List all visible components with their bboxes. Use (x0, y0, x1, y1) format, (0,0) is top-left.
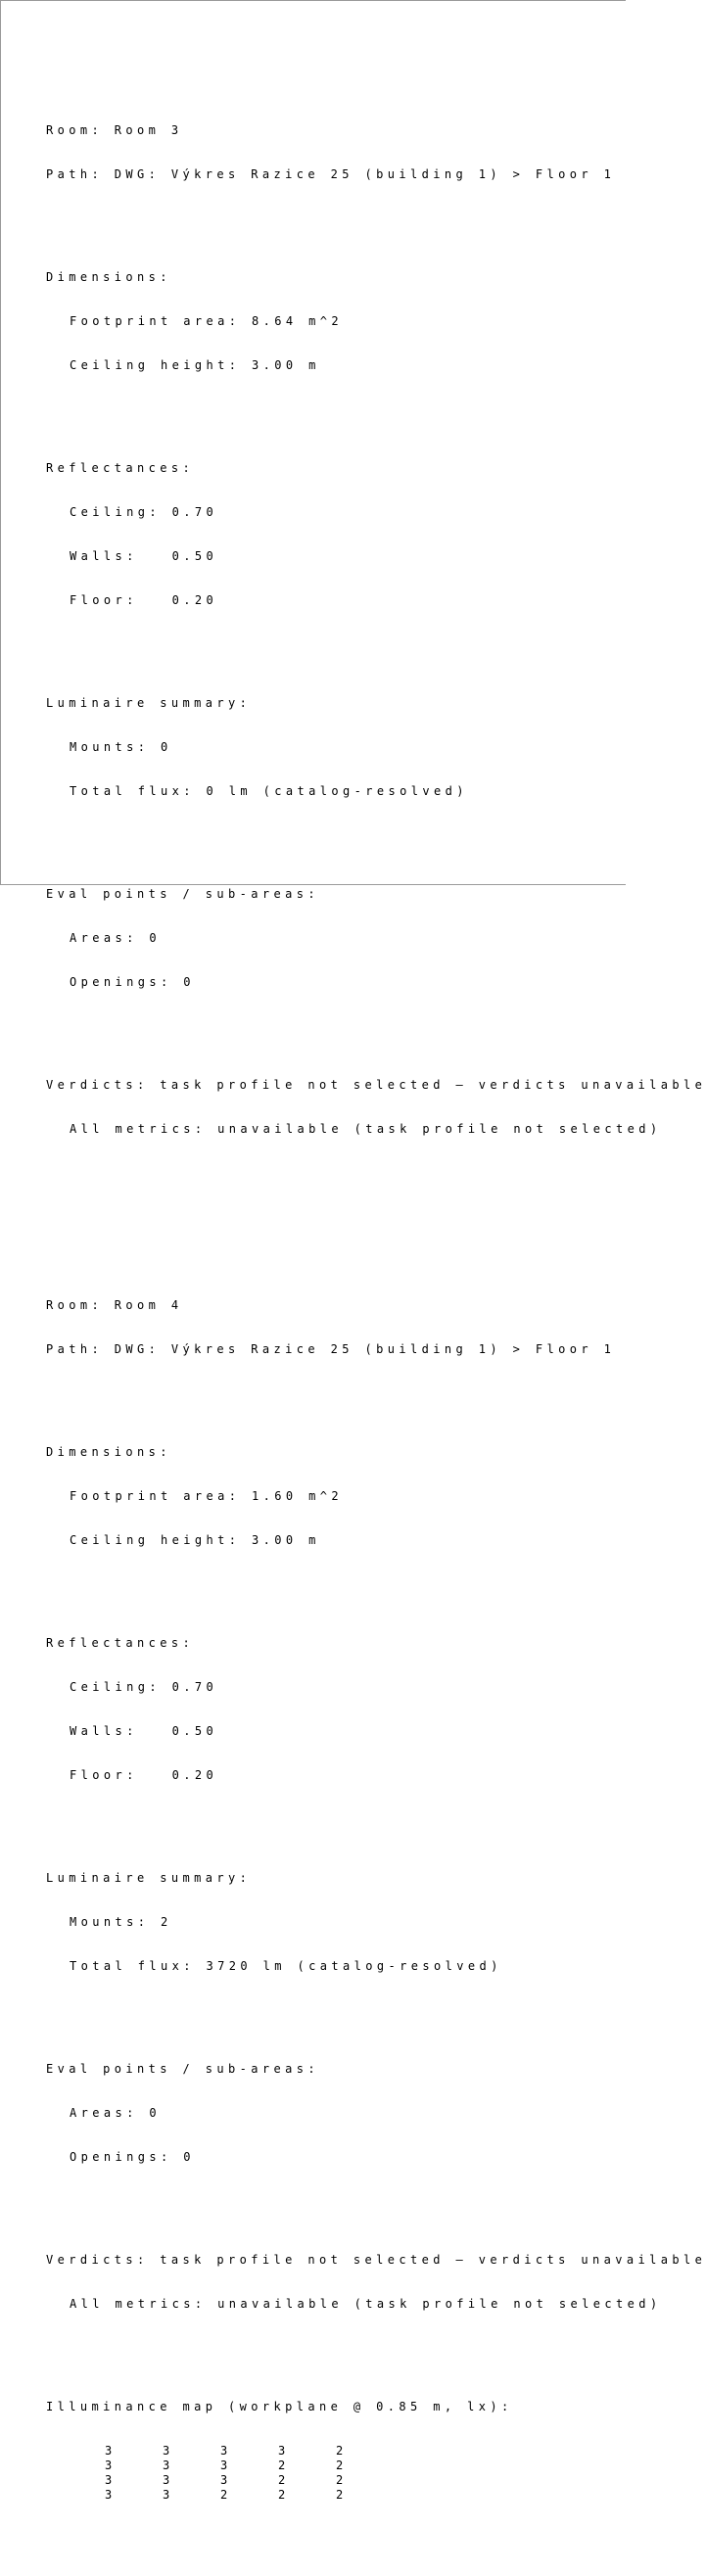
verdicts-line: Verdicts: task profile not selected — verdicts unavailable (46, 2253, 706, 2267)
floor-reflectance-line: Floor: 0.20 (70, 593, 218, 607)
openings-line: Openings: 0 (70, 2150, 195, 2164)
total-flux-line: Total flux: 0 lm (catalog-resolved) (70, 784, 468, 798)
illuminance-map-cell: 3 (220, 2473, 232, 2487)
illuminance-map-cell: 3 (105, 2488, 117, 2502)
room-report-text (46, 35, 706, 2576)
illuminance-map-cell: 3 (220, 2459, 232, 2472)
illuminance-map-cell: 2 (278, 2488, 290, 2502)
dimensions-header: Dimensions: (46, 1445, 171, 1459)
spacer (46, 2341, 706, 2356)
illuminance-map-cell: 2 (278, 2459, 290, 2472)
ceiling-reflectance-line: Ceiling: 0.70 (70, 1680, 218, 1694)
mounts-line: Mounts: 2 (70, 1915, 172, 1929)
total-flux-line: Total flux: 3720 lm (catalog-resolved) (70, 1959, 502, 1973)
illuminance-map-cell: 3 (163, 2444, 174, 2458)
spacer (46, 637, 706, 652)
dimensions-header: Dimensions: (46, 270, 171, 284)
spacer (46, 1166, 706, 1181)
spacer (46, 1386, 706, 1401)
walls-reflectance-line: Walls: 0.50 (70, 549, 218, 563)
room-path-line: Path: DWG: Výkres Razice 25 (building 1) > Floor 1 (46, 167, 616, 181)
spacer (46, 1812, 706, 1827)
room-section (46, 94, 706, 1210)
spacer (46, 2003, 706, 2018)
illuminance-map-header: Illuminance map (workplane @ 0.85 m, lx): (46, 2400, 513, 2413)
illuminance-map-row (46, 2444, 706, 2459)
footprint-area-line: Footprint area: 1.60 m^2 (70, 1489, 343, 1503)
illuminance-map-cell: 2 (336, 2488, 348, 2502)
illuminance-map-cell: 3 (163, 2459, 174, 2472)
illuminance-map-cell: 2 (336, 2444, 348, 2458)
illuminance-map-row (46, 2459, 706, 2473)
illuminance-map-cell: 3 (105, 2473, 117, 2487)
walls-reflectance-line: Walls: 0.50 (70, 1724, 218, 1738)
illuminance-map-cell: 3 (163, 2473, 174, 2487)
room-path-line: Path: DWG: Výkres Razice 25 (building 1) > Floor 1 (46, 1342, 616, 1356)
illuminance-map-row (46, 2473, 706, 2488)
verdicts-line: Verdicts: task profile not selected — verdicts unavailable (46, 1078, 706, 1092)
metrics-line: All metrics: unavailable (task profile not selected) (70, 2297, 662, 2311)
illuminance-map-cell: 3 (105, 2444, 117, 2458)
room-section (46, 1269, 706, 2532)
eval-points-header: Eval points / sub-areas: (46, 887, 319, 901)
floor-reflectance-line: Floor: 0.20 (70, 1768, 218, 1782)
spacer (46, 2194, 706, 2209)
spacer (46, 402, 706, 417)
mounts-line: Mounts: 0 (70, 740, 172, 754)
footprint-area-line: Footprint area: 8.64 m^2 (70, 314, 343, 328)
illuminance-map-cell: 2 (278, 2473, 290, 2487)
room-name-line: Room: Room 4 (46, 1298, 183, 1312)
reflectances-header: Reflectances: (46, 1636, 195, 1650)
illuminance-map-cell: 2 (220, 2488, 232, 2502)
reflectances-header: Reflectances: (46, 461, 195, 475)
illuminance-map-cell: 3 (278, 2444, 290, 2458)
illuminance-map-cell: 2 (336, 2459, 348, 2472)
metrics-line: All metrics: unavailable (task profile not selected) (70, 1122, 662, 1136)
luminaire-summary-header: Luminaire summary: (46, 696, 252, 710)
luminaire-summary-header: Luminaire summary: (46, 1871, 252, 1885)
areas-line: Areas: 0 (70, 2106, 161, 2120)
areas-line: Areas: 0 (70, 931, 161, 945)
room-name-line: Room: Room 3 (46, 123, 183, 137)
ceiling-reflectance-line: Ceiling: 0.70 (70, 505, 218, 519)
illuminance-map-cell: 3 (163, 2488, 174, 2502)
spacer (46, 1577, 706, 1592)
spacer (46, 211, 706, 226)
ceiling-height-line: Ceiling height: 3.00 m (70, 358, 320, 372)
illuminance-map-cell: 3 (220, 2444, 232, 2458)
illuminance-map-row (46, 2488, 706, 2503)
illuminance-map-cell: 2 (336, 2473, 348, 2487)
illuminance-map-cell: 3 (105, 2459, 117, 2472)
spacer (46, 828, 706, 843)
openings-line: Openings: 0 (70, 975, 195, 989)
spacer (46, 1019, 706, 1034)
ceiling-height-line: Ceiling height: 3.00 m (70, 1533, 320, 1547)
eval-points-header: Eval points / sub-areas: (46, 2062, 319, 2076)
illuminance-map-grid (46, 2444, 706, 2503)
